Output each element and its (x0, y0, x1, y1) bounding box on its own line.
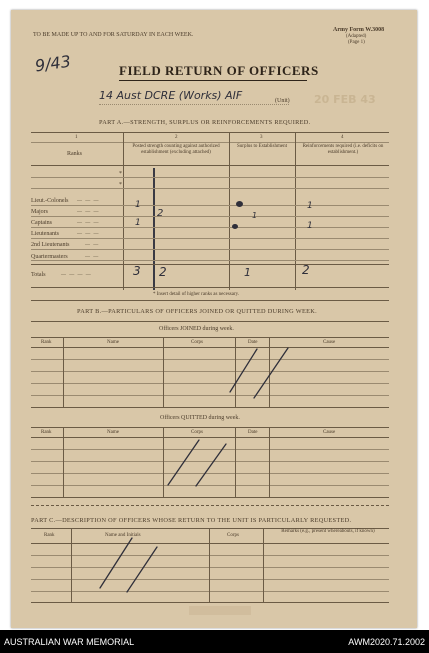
entry-majors-posted-2: 2 (157, 208, 164, 219)
part-c-heading: PART C.—DESCRIPTION OF OFFICERS WHOSE RETURN TO THE UNIT IS PARTICULARLY REQUESTED. (31, 517, 352, 524)
col-number-2: 2 (175, 135, 178, 140)
quitted-col-cause: Cause (323, 430, 336, 435)
quitted-strike-mark (168, 440, 199, 485)
quitted-strike-mark (196, 444, 226, 486)
entry-captains-posted: 1 (135, 218, 141, 228)
unit-label: (Unit) (275, 98, 290, 104)
handwritten-ref: 9/43 (33, 51, 73, 76)
dot-leader: — — (85, 255, 100, 260)
joined-col-rank: Rank (41, 340, 52, 345)
dot-leader: — — — — (61, 273, 92, 278)
col-header-posted: Posted strength counting against authorized establishment (excluding attached) (132, 144, 220, 155)
total-reinforcements: 2 (302, 263, 310, 277)
part-c-col-corps: Corps (227, 533, 239, 538)
entry-majors-surplus: 1 (252, 211, 258, 220)
entry-majors-posted: 1 (135, 200, 141, 210)
joined-col-cause: Cause (323, 340, 336, 345)
part-c-strike-mark (127, 547, 157, 592)
joined-col-date: Date (248, 340, 258, 345)
entry-lt-col-reinforcements: 1 (307, 201, 313, 211)
form-paper (11, 10, 417, 628)
col-header-ranks: Ranks (67, 151, 82, 157)
archive-credit: AUSTRALIAN WAR MEMORIAL (4, 637, 135, 647)
faded-stamp (189, 606, 251, 615)
archive-footer (0, 630, 429, 653)
part-b-heading: PART B.—PARTICULARS OF OFFICERS JOINED OR QUITTED DURING WEEK. (77, 308, 318, 315)
part-c-col-rank: Rank (44, 533, 55, 538)
rank-2nd-lieutenants: 2nd Lieutenants (31, 242, 70, 248)
joined-col-name: Name (107, 340, 119, 345)
dot-leader: — — — (77, 199, 100, 204)
quitted-title: Officers QUITTED during week. (160, 415, 240, 421)
part-c-col-remarks: Remarks (e.g., present whereabouts, if known) (281, 529, 375, 534)
dot-leader: — — (85, 243, 100, 248)
header-instruction: TO BE MADE UP TO AND FOR SATURDAY IN EACH WEEK. (33, 32, 194, 38)
quitted-col-name: Name (107, 430, 119, 435)
dot-leader: — — — (77, 232, 100, 237)
part-c-col-name: Name and Initials (105, 533, 141, 538)
total-posted: 3 (133, 264, 141, 278)
dot-leader: — — — (77, 210, 100, 215)
rank-lieut-colonels: Lieut.-Colonels (31, 198, 69, 204)
unit-name: 14 Aust DCRE (Works) AIF (99, 89, 243, 102)
part-c-strike-mark (100, 538, 132, 588)
col-number-3: 3 (260, 135, 263, 140)
quitted-col-corps: Corps (191, 430, 203, 435)
date-stamp: 20 FEB 43 (314, 93, 376, 106)
quitted-col-rank: Rank (41, 430, 52, 435)
form-adapted: (Adapted) (346, 34, 367, 39)
rank-lieutenants: Lieutenants (31, 231, 59, 237)
part-a-footnote: * Insert detail of higher ranks as necessary. (153, 292, 240, 297)
asterisk-2: * (119, 182, 122, 188)
rank-majors: Majors (31, 209, 48, 215)
rank-quartermasters: Quartermasters (31, 254, 68, 260)
joined-strike-mark (230, 349, 257, 392)
col-number-4: 4 (341, 135, 344, 140)
form-id: Army Form W.3008 (333, 27, 385, 33)
asterisk-1: * (119, 171, 122, 177)
strike-marks (11, 10, 417, 628)
joined-strike-mark (254, 348, 288, 398)
joined-title: Officers JOINED during week. (159, 326, 234, 332)
part-a-heading: PART A.—STRENGTH, SURPLUS OR REINFORCEMENTS REQUIRED. (99, 119, 311, 126)
joined-col-corps: Corps (191, 340, 203, 345)
entry-captains-reinforcements: 1 (307, 221, 313, 231)
dot-leader: — — — (77, 221, 100, 226)
page-title: FIELD RETURN OF OFFICERS (119, 63, 319, 78)
archive-reference: AWM2020.71.2002 (348, 637, 425, 647)
col-header-reinforcements: Reinforcements required (i.e. deficits on establishment.) (302, 144, 384, 155)
quitted-col-date: Date (248, 430, 258, 435)
col-header-surplus: Surplus to Establishment (237, 144, 287, 149)
totals-label: Totals (31, 272, 46, 278)
total-surplus: 1 (244, 266, 251, 279)
rank-captains: Captains (31, 220, 52, 226)
form-page: (Page 1) (348, 40, 365, 45)
col-number-1: 1 (75, 135, 78, 140)
total-posted-2: 2 (159, 265, 167, 279)
